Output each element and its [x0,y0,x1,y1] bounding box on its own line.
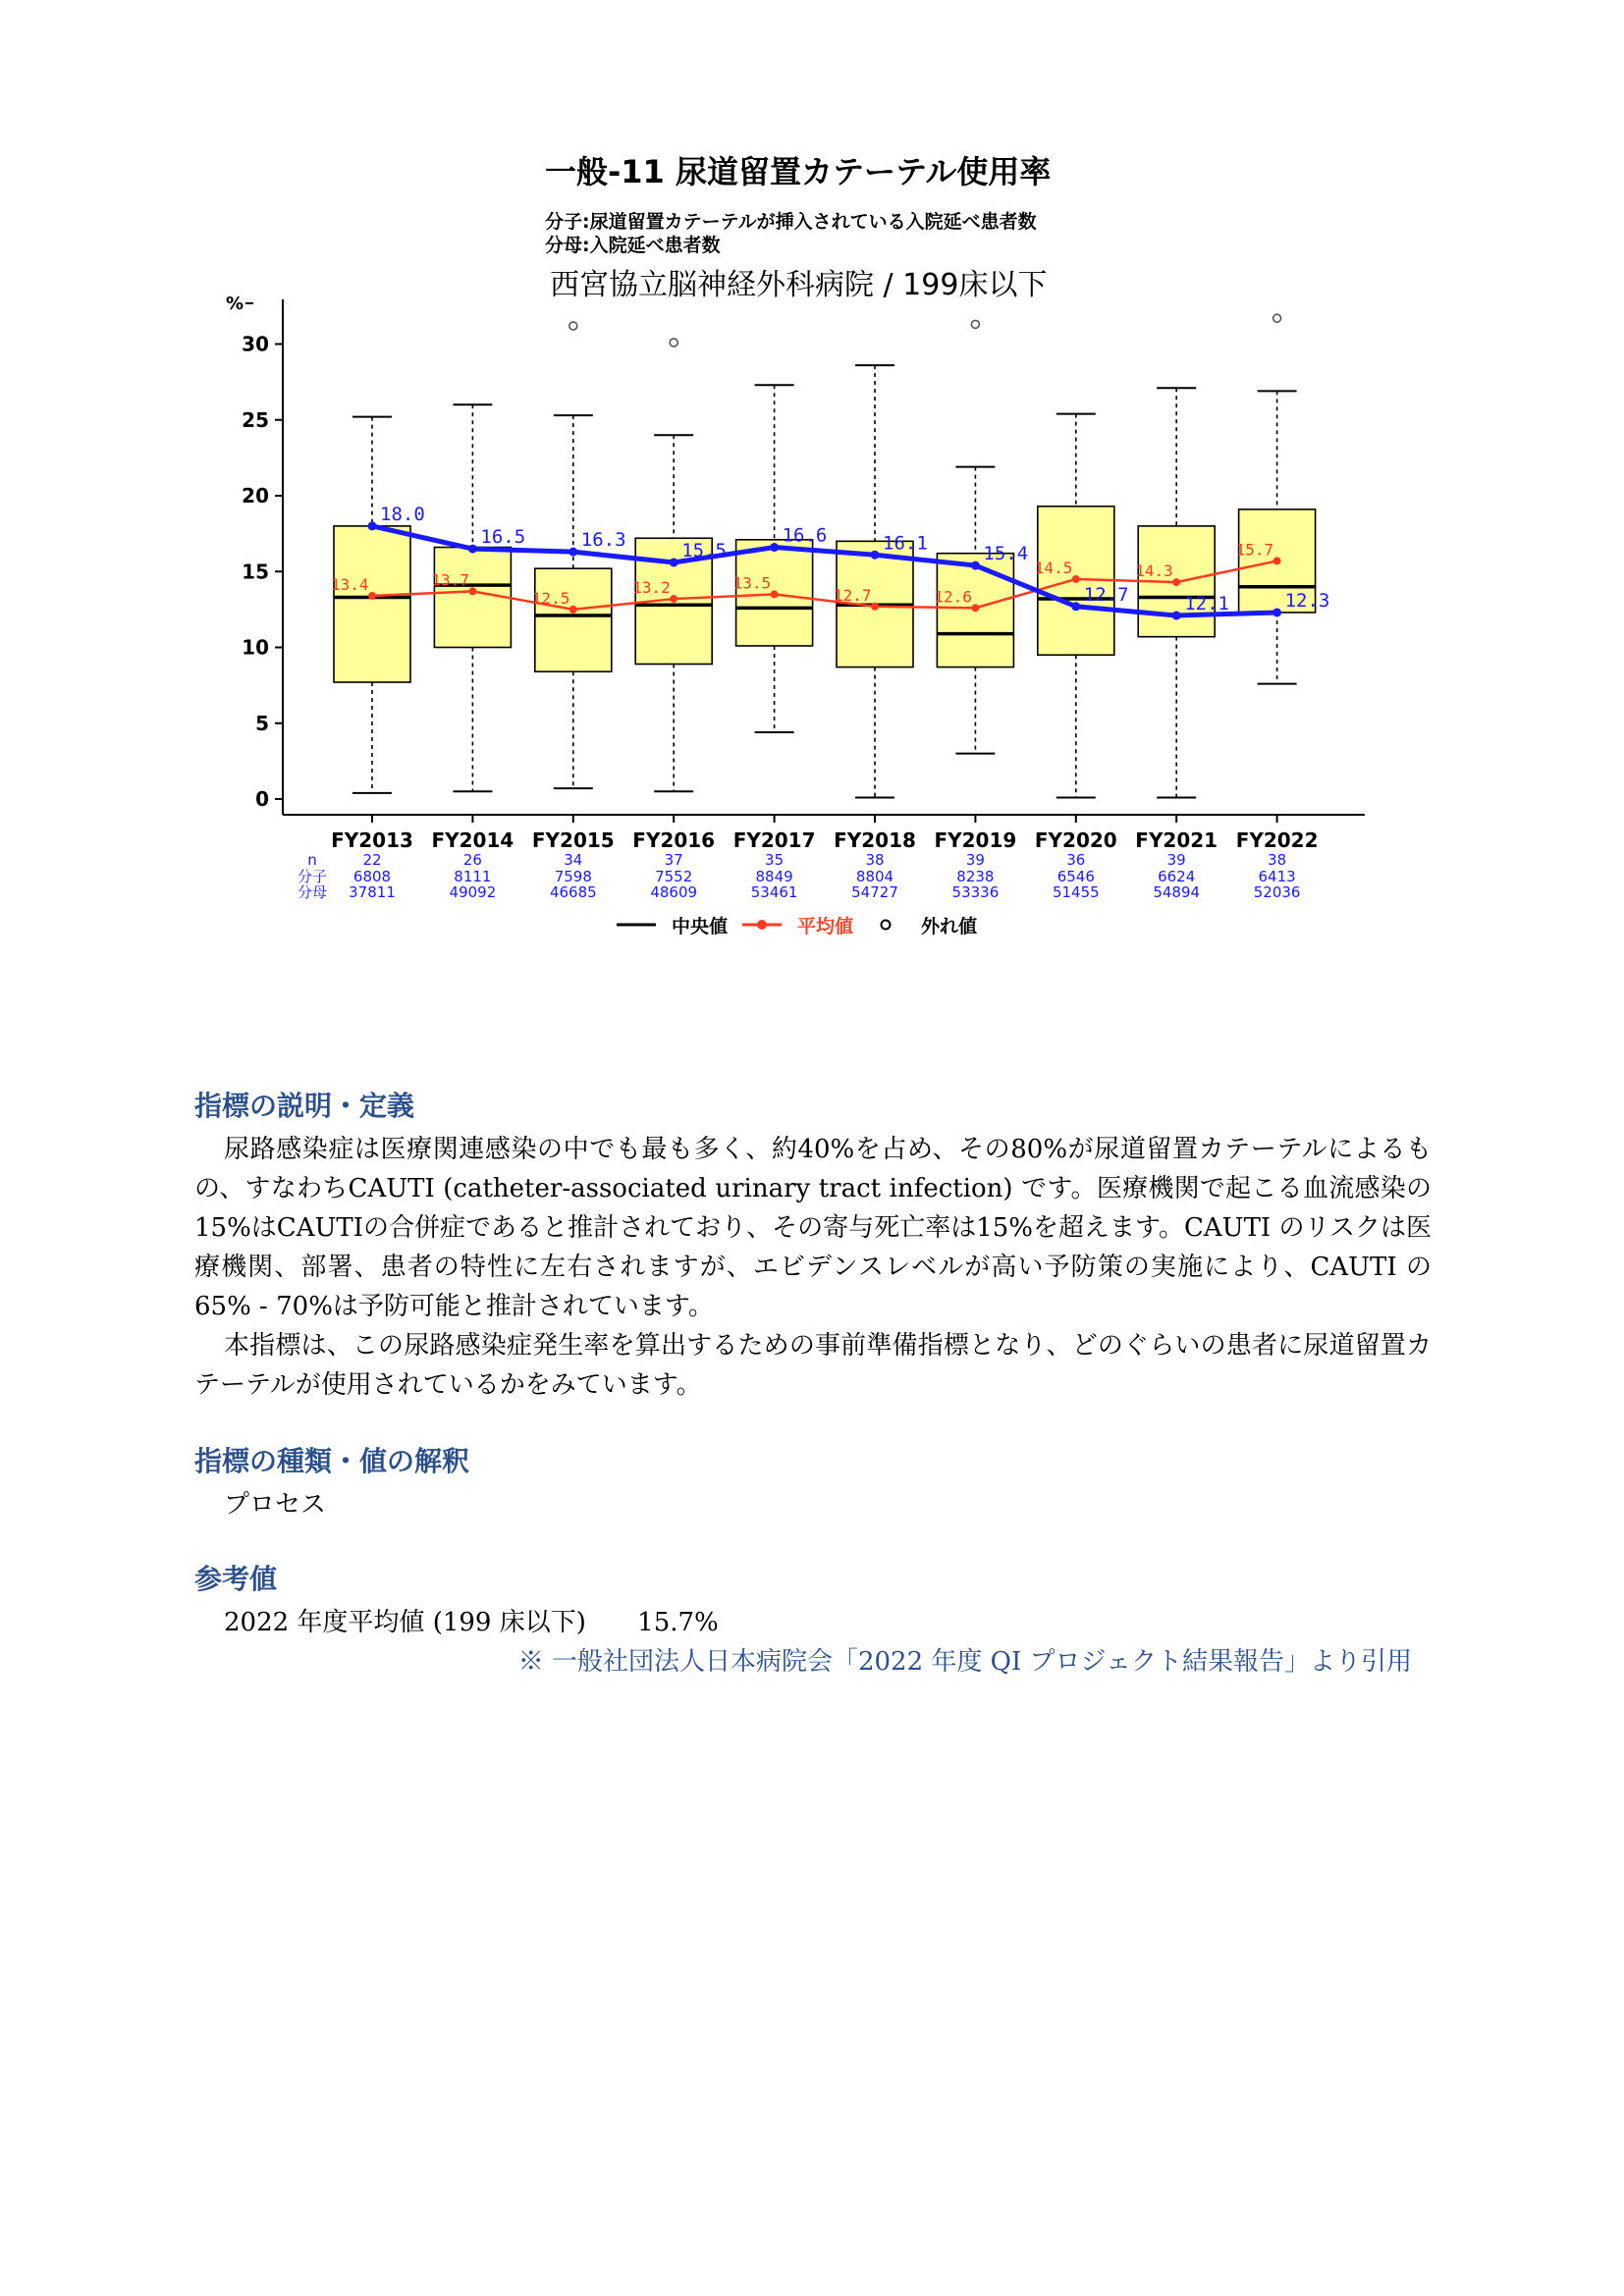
definition-section [194,1085,1432,1405]
table-numerator-value: 6624 [1158,868,1196,885]
outlier-point [971,320,979,328]
mean-value-label: 12.5 [531,588,570,608]
box-iqr [334,526,410,682]
facility-value-label: 18.0 [380,503,425,525]
facility-value-label: 15.4 [983,543,1029,565]
facility-value-label: 16.6 [782,524,828,547]
mean-point [1172,578,1180,586]
table-numerator-value: 7598 [554,868,592,885]
mean-point [670,595,677,603]
box-FY2019 [937,320,1013,753]
table-numerator-value: 8111 [454,868,492,885]
mean-point [1273,557,1281,564]
facility-value-label: 16.3 [580,529,626,552]
table-n-value: 36 [1066,851,1086,869]
facility-point [1172,612,1181,620]
table-n-value: 37 [664,851,683,869]
facility-point [568,548,577,557]
reference-section [194,1558,1432,1682]
box-FY2018 [837,365,913,797]
x-tick-label: FY2020 [1034,828,1117,852]
x-tick-label: FY2014 [431,828,514,852]
reference-heading: 参考値 [194,1563,278,1595]
x-tick-label: FY2018 [834,828,916,852]
mean-value-label: 14.5 [1034,558,1073,577]
table-numerator-value: 8238 [956,868,995,885]
legend-mean-label: 平均値 [797,916,854,937]
legend-mean-point [757,920,767,930]
type-value: プロセス [224,1490,327,1520]
table-denominator-value: 51455 [1052,883,1100,901]
facility-point [971,561,980,570]
mean-value-label: 14.3 [1135,561,1173,581]
chart-subtitle: 西宮協立脳神経外科病院 / 199床以下 [550,268,1048,302]
table-row-label: 分子 [297,868,328,885]
table-denominator-value: 49092 [449,883,497,901]
table-row-label: 分母 [297,883,328,901]
facility-point [770,543,779,552]
outlier-point [1273,314,1281,322]
table-n-value: 38 [865,851,885,869]
definition-heading: 指標の説明・定義 [194,1090,415,1122]
facility-point [368,521,377,530]
y-tick-label: 5 [255,711,269,735]
reference-label: 2022 年度平均値 (199 床以下) [224,1608,586,1637]
boxes [334,314,1316,797]
y-tick-label: 15 [242,560,269,584]
reference-citation: ※ 一般社団法人日本病院会「2022 年度 QI プロジェクト結果報告」より引用 [517,1647,1412,1677]
table-denominator-value: 53336 [951,883,1000,901]
facility-point [1071,602,1080,611]
table-denominator-value: 46685 [549,883,597,901]
table-numerator-value: 6546 [1056,868,1095,885]
definition-paragraph-1: 尿路感染症は医療関連感染の中でも最も多く、約40%を占め、その80%が尿道留置カテーテルによるもの、すなわちCAUTI (catheter-associated urinary tract infection) です。医療機関で起こる血流感染の15%はCAUTIの合併症であると推計されており、その寄与死亡率は15%を超えます。CAUTI のリスクは医療機関、部署、患者の特性に左右されますが、エビデンスレベルが高い予防策の実施により、CAUTI の65% - 70%は予防可能と推計されています。 [194,1135,1432,1321]
legend-outlier-label: 外れ値 [921,916,978,937]
mean-value-label: 12.7 [834,585,872,605]
table-row-label: n [307,851,317,869]
x-tick-label: FY2021 [1135,828,1218,852]
y-tick-label: 25 [242,407,269,432]
facility-value-label: 12.7 [1083,583,1129,606]
denominator-definition: 分母:入院延べ患者数 [545,235,721,256]
facility-point [871,551,880,560]
table-n-value: 22 [362,851,382,869]
mean-point [871,603,879,611]
table-denominator-value: 54727 [851,883,898,901]
outlier-point [670,339,677,347]
mean-point [771,590,779,598]
mean-value-label: 13.5 [732,573,772,593]
facility-point [468,545,477,554]
table-denominator-value: 53461 [750,883,798,901]
table-n-value: 39 [965,851,985,869]
chart-title: 一般-11 尿道留置カテーテル使用率 [545,153,1052,190]
y-tick-label: 30 [242,332,269,356]
table-n-value: 26 [462,851,482,869]
data-table [298,851,1300,901]
table-denominator-value: 48609 [650,883,698,901]
y-tick-label: 20 [242,484,269,507]
table-denominator-value: 54894 [1153,883,1201,901]
table-numerator-value: 7552 [655,868,693,885]
y-tick-label: 0 [255,787,269,811]
x-tick-label: FY2022 [1235,828,1319,852]
outlier-point [569,322,577,330]
box-FY2017 [736,385,813,732]
reference-value: 15.7% [637,1608,719,1637]
legend-median-label: 中央値 [672,916,729,937]
facility-point [1272,608,1281,616]
definition-paragraph-2: 本指標は、この尿路感染症発生率を算出するための事前準備指標となり、どのぐらいの患者に尿道留置カテーテルが使用されているかをみています。 [194,1331,1432,1400]
table-n-value: 39 [1166,851,1186,869]
table-n-value: 38 [1268,851,1287,869]
mean-point [468,587,476,595]
mean-point [368,592,376,600]
facility-value-label: 16.5 [480,526,526,549]
table-denominator-value: 37811 [349,883,396,901]
mean-value-label: 13.2 [632,578,671,598]
mean-point [971,604,979,612]
facility-value-label: 15.5 [681,539,727,561]
box-FY2013 [334,417,410,793]
facility-value-label: 12.1 [1184,593,1229,615]
type-heading: 指標の種類・値の解釈 [194,1445,470,1477]
facility-point [670,558,678,566]
mean-value-label: 13.7 [431,570,469,590]
x-tick-label: FY2013 [331,828,413,852]
facility-value-label: 16.1 [883,532,928,555]
x-tick-label: FY2015 [531,828,615,852]
mean-value-label: 12.6 [934,587,972,607]
table-numerator-value: 8804 [855,868,894,885]
type-section [194,1440,1432,1524]
box-plot-chart [0,0,1624,982]
mean-point [1072,575,1080,583]
mean-value-label: 15.7 [1235,540,1274,560]
legend-outlier-swatch [882,921,891,930]
table-numerator-value: 6808 [352,868,392,885]
box-iqr [535,568,612,671]
table-n-value: 34 [564,851,583,869]
table-numerator-value: 8849 [755,868,793,885]
x-tick-label: FY2016 [632,828,716,852]
y-axis-label: % [226,294,244,314]
legend [617,915,977,937]
x-tick-label: FY2019 [934,828,1017,852]
box-FY2022 [1239,314,1316,683]
numerator-definition: 分子:尿道留置カテーテルが挿入されている入院延べ患者数 [545,211,1037,233]
x-tick-label: FY2017 [732,828,816,852]
box-FY2014 [434,404,511,791]
mean-point [569,606,577,614]
facility-value-label: 12.3 [1284,589,1330,612]
reference-line [224,1603,1432,1642]
y-tick-label: 10 [242,635,269,660]
mean-value-label: 13.4 [331,574,369,594]
table-numerator-value: 6413 [1258,868,1296,885]
table-denominator-value: 52036 [1253,883,1301,901]
table-n-value: 35 [765,851,785,869]
